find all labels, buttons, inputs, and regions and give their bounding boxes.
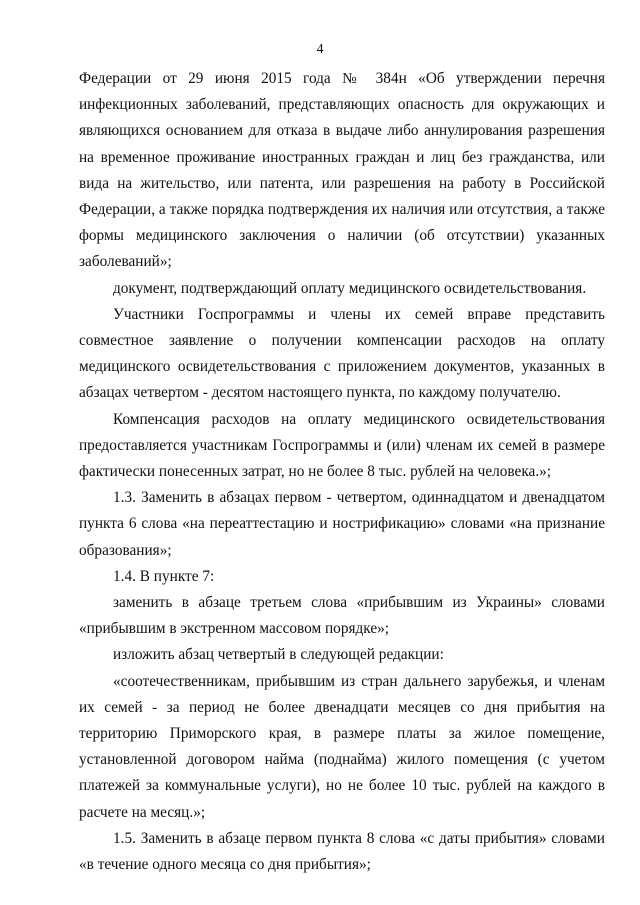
paragraph-replace-words: заменить в абзаце третьем слова «прибывшим из Украины» словами «прибывшим в экстренном массовом порядке»; <box>79 594 605 638</box>
page-number: 4 <box>316 42 324 57</box>
paragraph-compensation: Компенсация расходов на оплату медицинского освидетельствования предоставляется участникам Госпрограммы и (или) членам их семей в размере фактически понесенных затрат, но не более 8 тыс. рублей на человека.»; <box>79 410 605 481</box>
document-body <box>79 66 605 878</box>
paragraph-item-1-5: 1.5. Заменить в абзаце первом пункта 8 слова «с даты прибытия» словами «в течение одного месяца со дня прибытия»; <box>79 829 605 874</box>
paragraph-item-1-3: 1.3. Заменить в абзацах первом - четвертом, одиннадцатом и двенадцатом пункта 6 слова «на переаттестацию и нострификацию» словами «на признание образования»; <box>79 489 605 559</box>
paragraph-compatriots: «соотечественникам, прибывшим из стран дальнего зарубежья, и членам их семей - за период не более двенадцати месяцев со дня прибытия на территорию Приморского края, в размере платы за жилое помещение, установленной договором найма (поднайма) жилого помещения (с учетом платежей за коммунальные услуги), но не более 10 тыс. рублей на каждого в расчете на месяц.»; <box>79 672 605 821</box>
paragraph-payment-document: документ, подтверждающий оплату медицинского освидетельствования. <box>113 279 587 297</box>
paragraph-joint-application: Участники Госпрограммы и члены их семей вправе представить совместное заявление о получении компенсации расходов на оплату медицинского освидетельствования с приложением документов, указанных в абзацах четвертом - десятом настоящего пункта, по каждому получателю. <box>79 305 605 402</box>
paragraph-new-wording: изложить абзац четвертый в следующей редакции: <box>113 646 444 664</box>
paragraph-item-1-4: 1.4. В пункте 7: <box>113 567 215 585</box>
paragraph-continuation: Федерации от 29 июня 2015 года № 384н «Об утверждении перечня инфекционных заболеваний, представляющих опасность для окружающих и являющихся основанием для отказа в выдаче либо аннулирования разрешения на временное проживание иностранных граждан и лиц без гражданства, или вида на жительство, или патента, или разрешения на работу в Российской Федерации, а также порядка подтверждения их наличия или отсутствия, а также формы медицинского заключения о наличии (об отсутствии) указанных заболеваний»; <box>79 70 605 271</box>
